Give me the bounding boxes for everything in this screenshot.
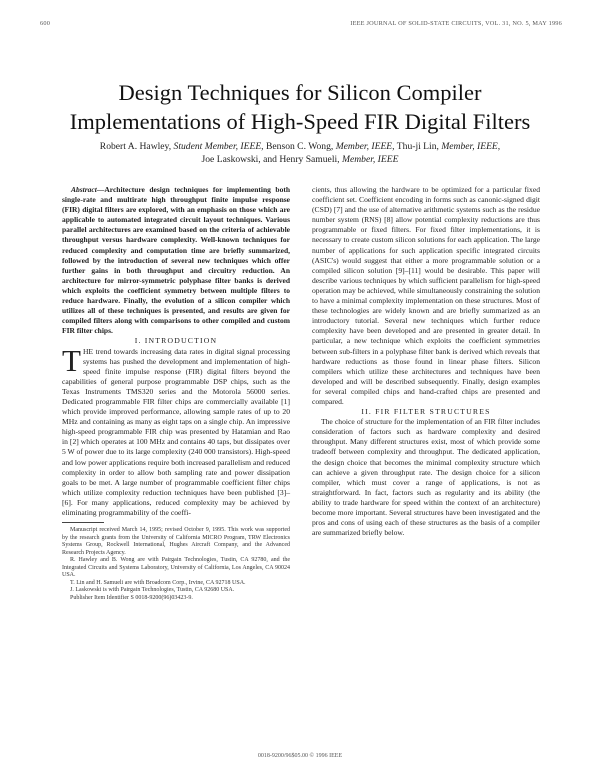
footnote-divider (62, 522, 104, 523)
author-name: Benson C. Wong, (266, 141, 334, 152)
footnote-manuscript: Manuscript received March 14, 1995; revised October 9, 1995. This work was supported by the research grants from the University of California MICRO Program, TRW Electronics Systems Group, Rockwell International, Hughes Aircraft Company, and the Advanced Research Projects Agency. (62, 527, 290, 556)
copyright-line: 0018-9200/96$05.00 © 1996 IEEE (257, 753, 343, 759)
authors-line-2 (40, 153, 560, 166)
page-number: 600 (40, 20, 51, 27)
intro-text: HE trend towards increasing data rates in digital signal processing systems has pushed the development and implementation of high-speed finite impulse response (FIR) digital filters beyond the capabilities of general purpose programmable DSP chips, such as the Texas Instruments TMS320 series and the Motorola 56000 series. Dedicated programmable FIR filter chips are commercially available [1] which provide improved performance, allowing sample rates of up to 20 MHz and containing as many as eight taps on a single chip. An impressive high-speed programmable FIR chip was presented by Hatamian and Rao in [2] which operates at 100 MHz and contains 40 taps, but dissipates over 5 W of power due to its large complexity (240 000 transistors). High-speed and low power applications require both increased parallelism and reduced complexity in order to allow both sampling rate and power dissipation goals to be met. A large number of programmable coefficient filter chips which utilize complexity reduction techniques have been published [3]–[6]. For many applications, reduced complexity may be achieved by eliminating programmability of the coeffi- (62, 346, 290, 517)
author-name: Robert A. Hawley, (99, 141, 172, 152)
footnote-affiliation-2: T. Lin and H. Samueli are with Broadcom Corp., Irvine, CA 92718 USA. (70, 579, 246, 586)
right-column (312, 185, 540, 538)
intro-paragraph (62, 342, 290, 519)
author-role: Student Member, IEEE, (173, 141, 264, 152)
fir-structures-paragraph: The choice of structure for the implementation of an FIR filter includes consideration of factors such as hardware complexity and desired throughput. Many different structures exist, most of which provide some tradeoff between complexity and throughput. The dedicated application, the design choice that becomes the minimal complexity structure which can achieve a given throughput rate. The design choice for a silicon compiler, which must cover a range of applications, is not as straightforward. In fact, factors such as regularity and its ability (the ability to trade hardware for speed within the context of an architecture) become more important. Several structures have been investigated and the pros and cons of using each of these structures as the basis of a compiler are summarized briefly below. (312, 417, 540, 538)
journal-header: IEEE JOURNAL OF SOLID-STATE CIRCUITS, VOL. 31, NO. 5, MAY 1996 (350, 20, 562, 27)
author-role: Member, IEEE, (335, 141, 395, 152)
title-line-2: Implementations of High-Speed FIR Digital Filters (69, 109, 531, 134)
authors-line-1 (40, 140, 560, 153)
author-list (40, 140, 560, 166)
section-heading-introduction: I. INTRODUCTION (134, 336, 218, 346)
author-name: Thu-ji Lin, (396, 141, 439, 152)
abstract-lead: Abstract— (71, 185, 105, 194)
footnote-publisher-id: Publisher Item Identifier S 0018-9200(96)03423-9. (70, 594, 193, 601)
footnote-affiliation-1: R. Hawley and B. Wong are with Pairgain Technologies, Tustin, CA 92780, and the Integrated Circuits and Systems Laboratory, University of California, Los Angeles, CA 90024 USA. (62, 557, 290, 579)
author-name: Joe Laskowski, and Henry Samueli, (201, 154, 340, 165)
title-line-1: Design Techniques for Silicon Compiler (118, 80, 482, 105)
footnote-affiliation-3: J. Laskowski is with Pairgain Technologies, Tustin, CA 92680 USA. (70, 587, 235, 594)
section-heading-fir-structures: II. FIR FILTER STRUCTURES (361, 407, 491, 417)
paper-title (40, 78, 560, 136)
left-column (62, 185, 290, 602)
author-role: Member, IEEE (341, 154, 399, 165)
abstract (62, 185, 290, 336)
intro-continuation: cients, thus allowing the hardware to be optimized for a particular fixed coefficient set. Coefficient encoding in forms such as canonic-signed digit (CSD) [7] and the use of alternative arithmetic systems such as the residue number system (RNS) [8] allow potential complexity reductions are thus programmable or fixed filters. For fixed filter implementations, it is necessary to create custom silicon solutions for each application. The large number of applications for such application specific integrated circuits (ASIC's) would suggest that either a more programmable solution or a compiled silicon solution [9]–[11] would be desirable. This paper will describe various techniques by which sufficient parallelism for high-speed operation may be achieved, while simultaneously constraining the solution to have a minimal complexity implementation on these structures. Most of these technologies are widely known and are briefly summarized as an introductory tutorial. Several new techniques which further reduce complexity have been developed and are presented in greater detail. In particular, a new technique which exploits the coefficient symmetries between sub-filters in a polyphase filter bank is derived which reveals that hardware reductions as those found in linear phase filters. Silicon compilers which utilize these architectures and techniques have been developed and will be described subsequently. Finally, design examples for several compiled chips and hand-crafted chips are presented and compared. (312, 185, 540, 406)
footnotes (62, 527, 290, 602)
author-role: Member, IEEE, (441, 141, 501, 152)
drop-cap: T (62, 342, 81, 378)
abstract-text: Architecture design techniques for implementing both single-rate and multirate high throughput finite impulse response (FIR) digital filters are explored, with an emphasis on those which are applicable to automated integrated circuit layout techniques. Various parallel architectures are examined based on the criteria of achievable throughput versus hardware complexity. Well-known techniques for reduced complexity and computation time are briefly summarized, followed by the introduction of several new techniques which offer further gains in both throughput and circuitry reduction. An architecture for mirror-symmetric polyphase filter banks is derived which exploits the coefficient symmetry between multiple filters to reduce hardware. Finally, the evolution of a silicon compiler which utilizes all of these techniques is presented, and results are given for compiled filters along with comparisons to other compiled and custom FIR filter chips. (62, 185, 290, 336)
